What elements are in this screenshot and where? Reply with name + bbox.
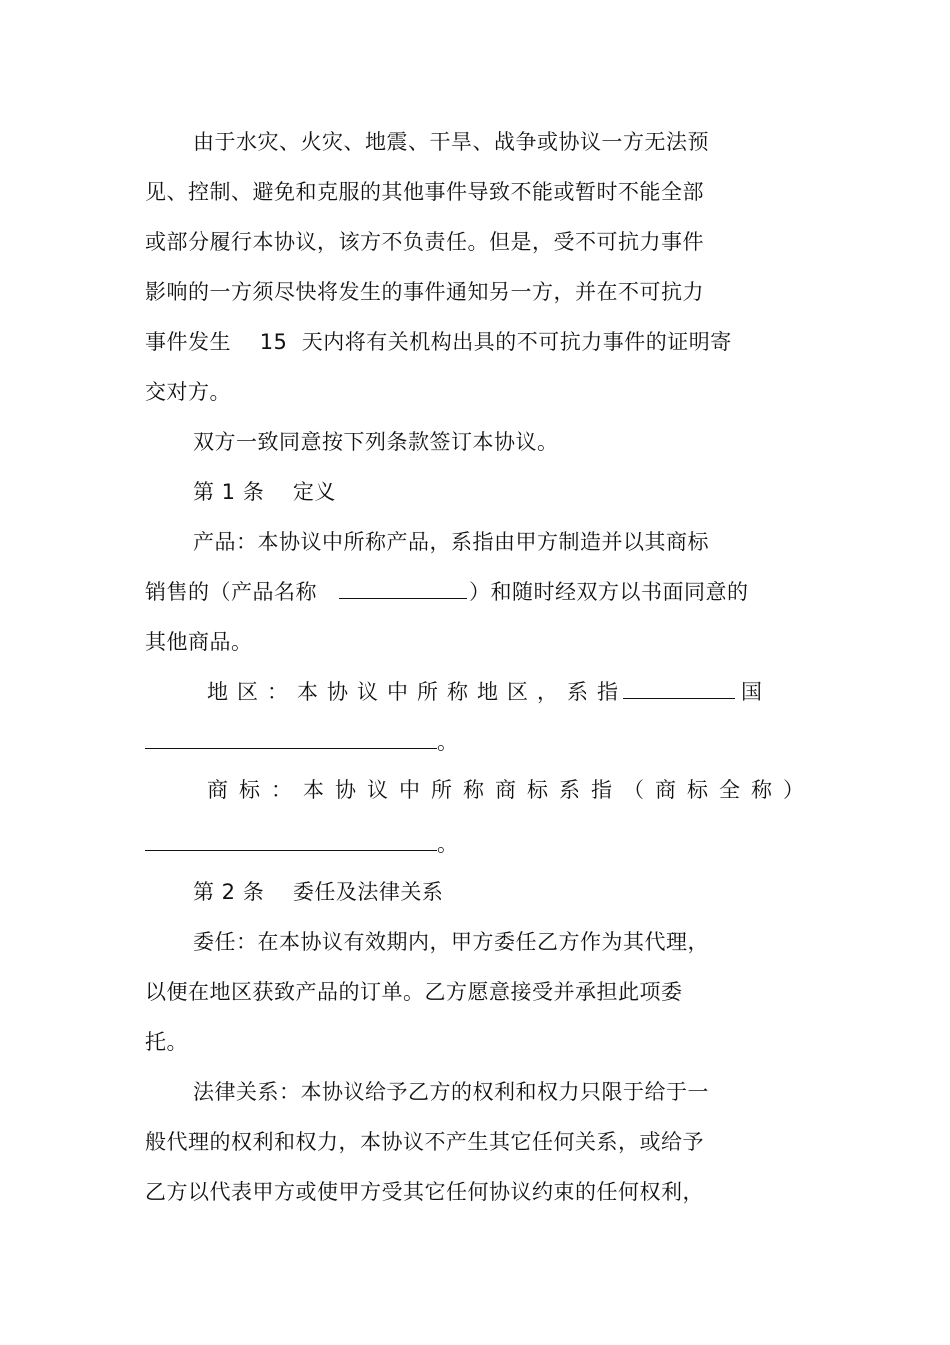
text-segment: 国 — [741, 680, 771, 704]
text-segment: 地区：本协议中所称地区，系指 — [207, 680, 627, 704]
paragraph-line: 影响的一方须尽快将发生的事件通知另一方，并在不可抗力 — [145, 280, 704, 304]
paragraph-line — [145, 578, 749, 606]
paragraph-line: 委任：在本协议有效期内，甲方委任乙方作为其代理， — [193, 930, 709, 954]
paragraph-line: 乙方以代表甲方或使甲方受其它任何协议约束的任何权利， — [145, 1180, 704, 1204]
paragraph-line — [207, 678, 771, 706]
paragraph-line: 以便在地区获致产品的订单。乙方愿意接受并承担此项委 — [145, 980, 683, 1004]
text-segment: 销售的（产品名称 — [145, 580, 317, 604]
product-name-blank — [339, 578, 467, 599]
paragraph-line: 双方一致同意按下列条款签订本协议。 — [193, 430, 559, 454]
trademark-blank — [145, 830, 437, 851]
territory-blank — [623, 678, 735, 699]
paragraph-line: 般代理的权利和权力，本协议不产生其它任何关系，或给予 — [145, 1130, 704, 1154]
paragraph-line: 法律关系：本协议给予乙方的权利和权力只限于给于一 — [193, 1080, 709, 1104]
paragraph-line — [145, 728, 459, 756]
paragraph-line: 商标：本协议中所称商标系指（商标全称） — [207, 778, 815, 802]
paragraph-line: 其他商品。 — [145, 630, 253, 654]
paragraph-line: 产品：本协议中所称产品，系指由甲方制造并以其商标 — [193, 530, 709, 554]
paragraph-line — [145, 830, 459, 858]
text-segment: 。 — [437, 730, 459, 754]
paragraph-line: 托。 — [145, 1030, 188, 1054]
paragraph-line: 见、控制、避免和克服的其他事件导致不能或暂时不能全部 — [145, 180, 704, 204]
article-heading: 第 1 条 定义 — [193, 480, 336, 504]
article-heading: 第 2 条 委任及法律关系 — [193, 880, 444, 904]
paragraph-line: 交对方。 — [145, 380, 231, 404]
text-segment: 。 — [437, 832, 459, 856]
territory-blank-continued — [145, 728, 437, 749]
paragraph-line: 由于水灾、火灾、地震、干旱、战争或协议一方无法预 — [193, 130, 709, 154]
text-segment: ）和随时经双方以书面同意的 — [469, 580, 749, 604]
paragraph-line: 或部分履行本协议，该方不负责任。但是，受不可抗力事件 — [145, 230, 704, 254]
paragraph-line: 事件发生 15 天内将有关机构出具的不可抗力事件的证明寄 — [145, 330, 732, 354]
